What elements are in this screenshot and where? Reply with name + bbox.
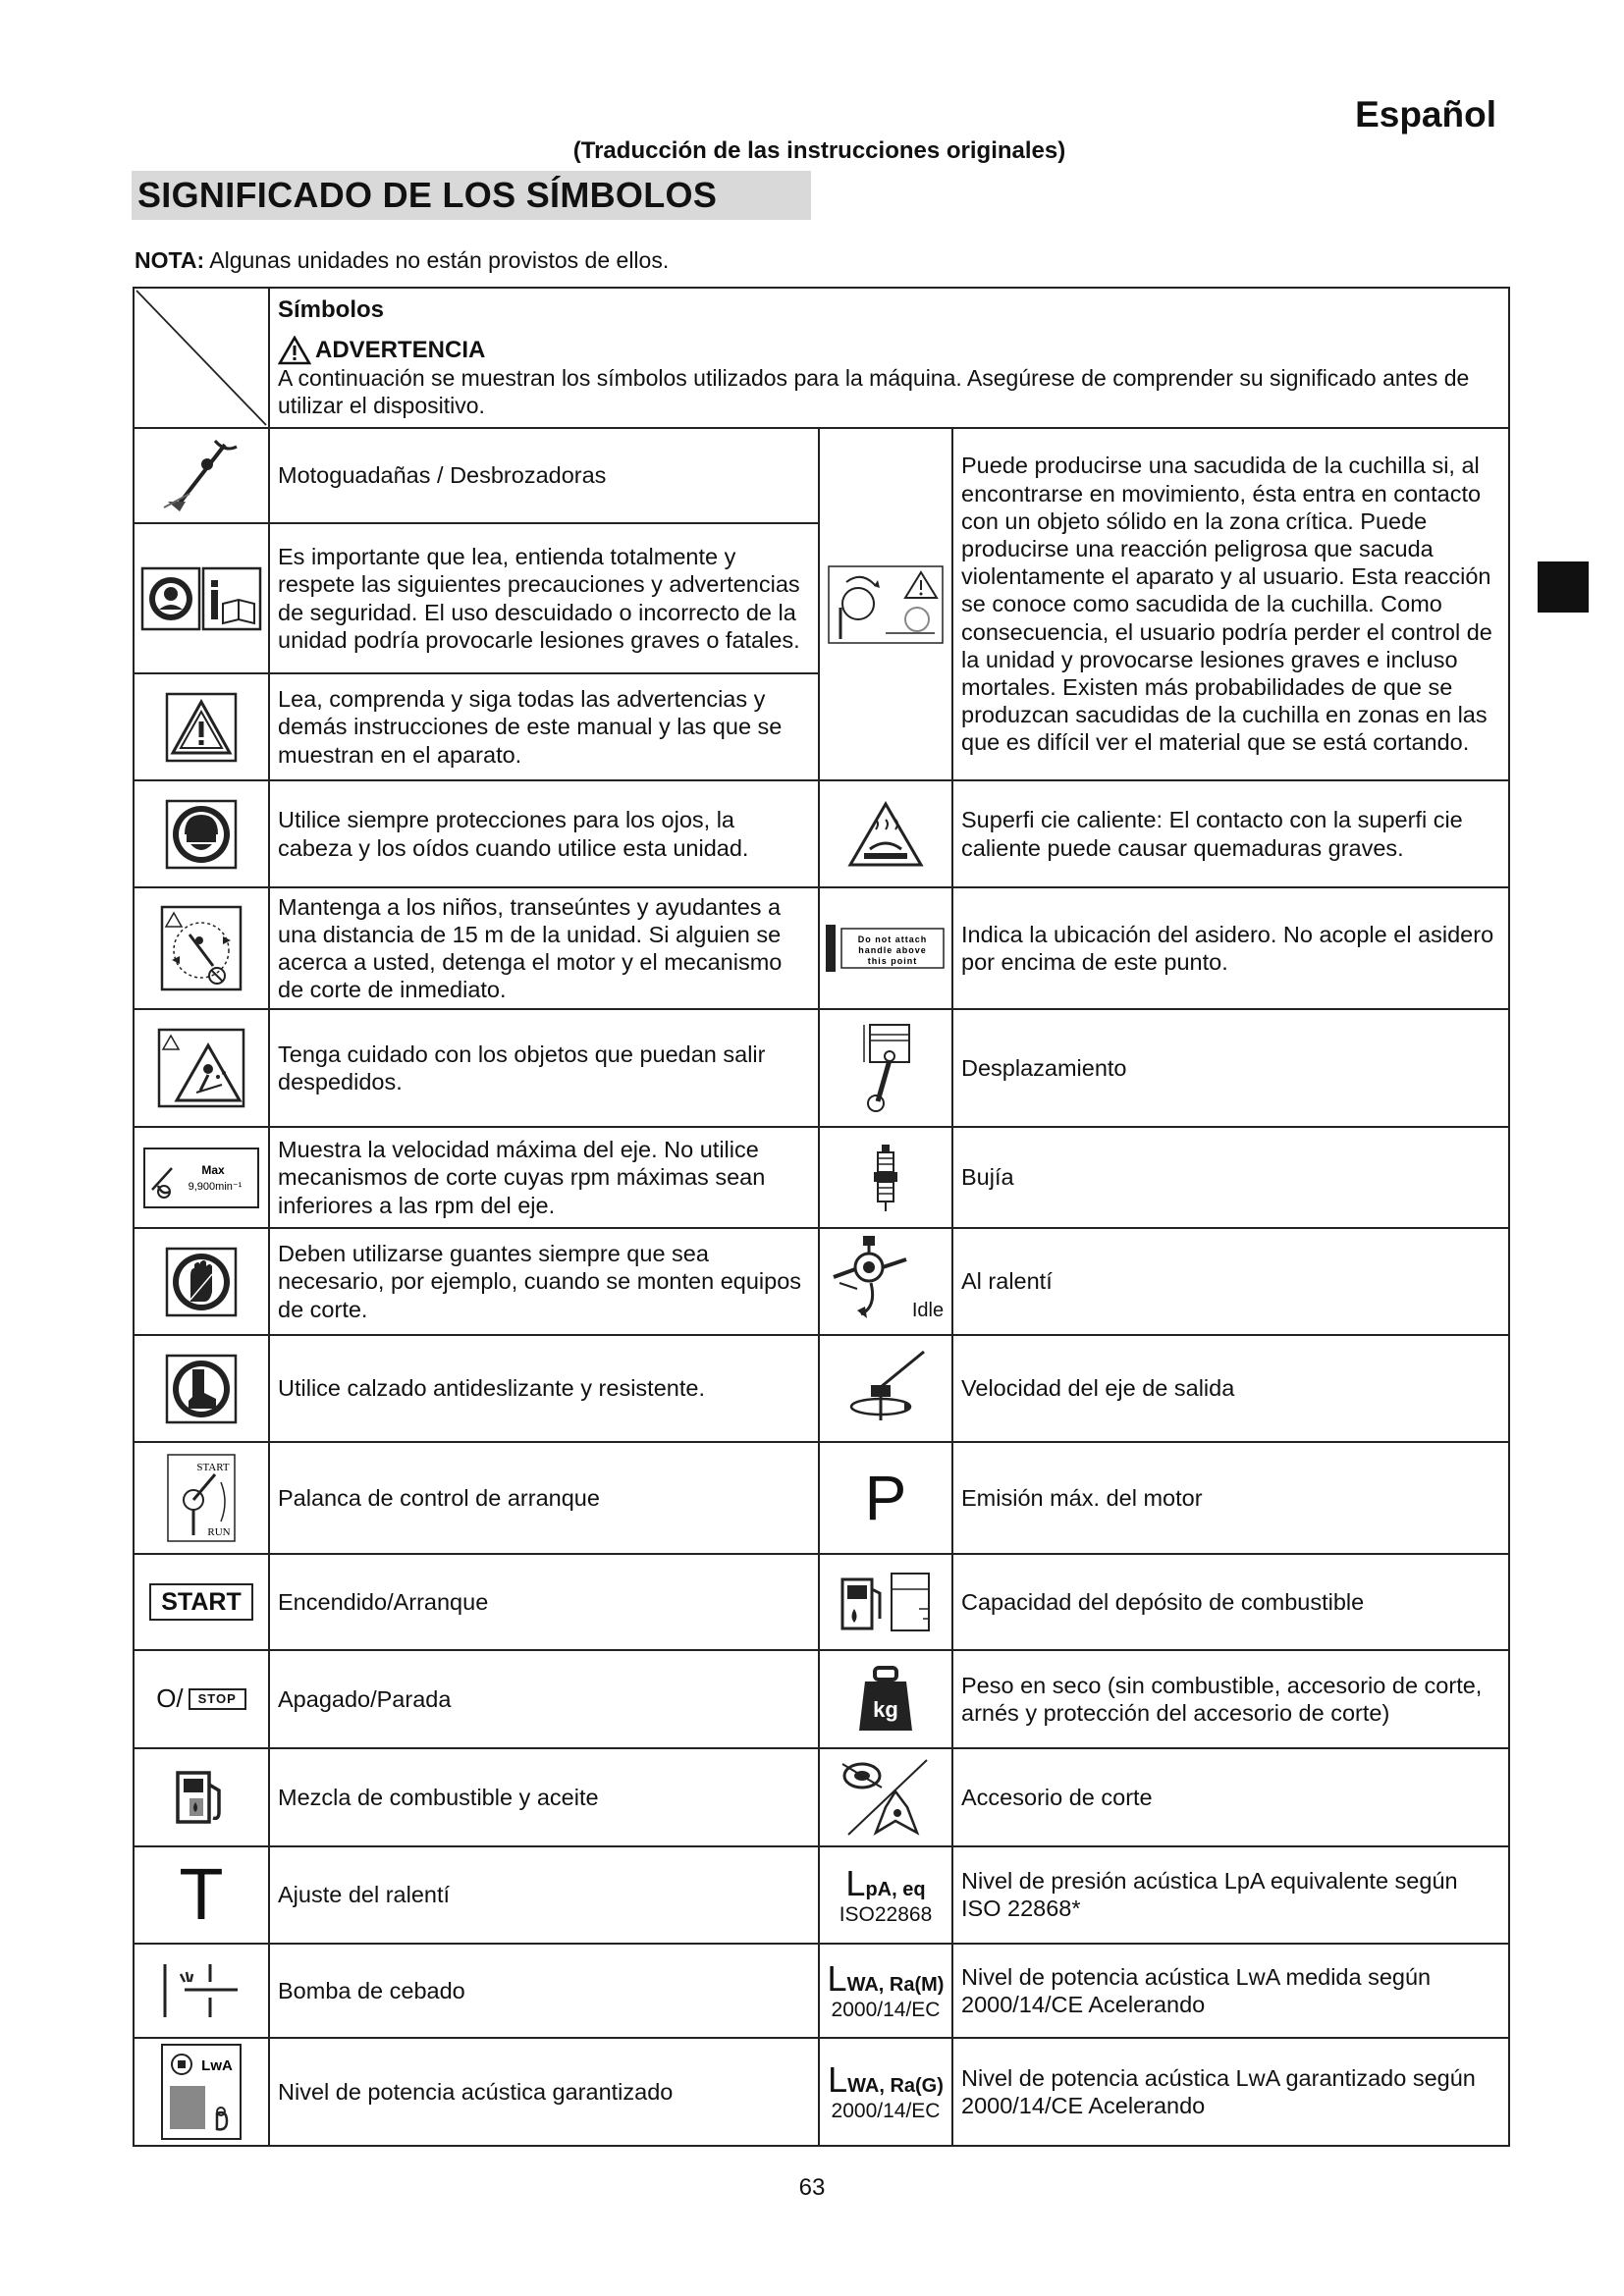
lwa-guaranteed-icon xyxy=(824,2060,947,2122)
fuel-tank-text: Capacidad del depósito de combustible xyxy=(952,1554,1509,1650)
thrown-objects-text: Tenga cuidado con los objetos que puedan salir despedidos. xyxy=(269,1009,819,1127)
idle-text: Al ralentí xyxy=(952,1228,1509,1335)
kickback-text: Puede producirse una sacudida de la cuchilla si, al encontrarse en movimiento, ésta entra en contacto con un objeto sólido en la zona crítica. Puede producirse una reacción peligrosa que sacuda violentamente el aparato y al usuario. Esta reacción se conoce como sacudida de la cuchilla. Como consecuencia, el usuario podría perder el control de la unidad y provocarse lesiones graves e incluso mortales. Existen más probabilidades de que se produzcan sacudidas de la cuchilla en zonas en las que es difícil ver el material que se está cortando. xyxy=(952,428,1509,780)
table-row xyxy=(134,780,1509,887)
table-row xyxy=(134,1554,1509,1650)
sound-power-icon xyxy=(160,2043,243,2141)
kickback-icon-cell xyxy=(819,428,952,780)
document-subtitle: (Traducción de las instrucciones originales) xyxy=(572,137,1066,164)
weight-label: kg xyxy=(873,1697,898,1722)
table-row xyxy=(134,2038,1509,2146)
displacement-icon-cell xyxy=(819,1009,952,1127)
table-row xyxy=(134,1228,1509,1335)
max-speed-icon xyxy=(142,1147,260,1209)
diagonal-line-icon xyxy=(135,289,268,427)
handle-location-icon-cell xyxy=(819,887,952,1009)
fuel-mix-icon-cell xyxy=(134,1748,269,1846)
weight-text: Peso en seco (sin combustible, accesorio de corte, arnés y protección del accesorio de corte) xyxy=(952,1650,1509,1748)
brushcutter-icon xyxy=(160,437,243,515)
kickback-icon xyxy=(827,564,945,645)
svg-text:handle above: handle above xyxy=(858,945,927,955)
gloves-text: Deben utilizarse guantes siempre que sea necesario, por ejemplo, cuando se monten equipos de corte. xyxy=(269,1228,819,1335)
lwa-measured-symbol-standard: 2000/14/EC xyxy=(831,1999,941,2022)
note xyxy=(135,247,669,274)
table-row xyxy=(134,1650,1509,1748)
idle-adjust-text: Ajuste del ralentí xyxy=(269,1846,819,1944)
header-content-cell xyxy=(269,288,1509,428)
read-manual-text: Es importante que lea, entienda totalmente y respete las siguientes precauciones y advertencias de seguridad. El uso descuidado o incorrecto de la unidad podría provocarle lesiones graves o fatales. xyxy=(269,523,819,673)
keep-distance-icon-cell xyxy=(134,887,269,1009)
warning-text: A continuación se muestran los símbolos utilizados para la máquina. Asegúrese de comprender su significado antes de utilizar el dispositivo. xyxy=(278,365,1470,418)
table-row xyxy=(134,887,1509,1009)
lpa-symbol-standard: ISO22868 xyxy=(839,1902,933,1926)
cutting-attachment-text: Accesorio de corte xyxy=(952,1748,1509,1846)
idle-icon-cell xyxy=(819,1228,952,1335)
table-row xyxy=(134,1846,1509,1944)
keep-distance-text: Mantenga a los niños, transeúntes y ayudantes a una distancia de 15 m de la unidad. Si alguien se acerca a usted, detenga el motor y el mecanismo de corte de inmediato. xyxy=(269,887,819,1009)
lpa-text: Nivel de presión acústica LpA equivalente según ISO 22868* xyxy=(952,1846,1509,1944)
table-row xyxy=(134,1748,1509,1846)
read-manual-icon xyxy=(140,564,262,633)
output-shaft-speed-text: Velocidad del eje de salida xyxy=(952,1335,1509,1442)
lwa-guaranteed-symbol-main: L xyxy=(828,2059,848,2101)
warning-heading xyxy=(278,336,1500,365)
cutting-attachment-icon-cell xyxy=(819,1748,952,1846)
start-lever-icon xyxy=(166,1453,237,1543)
page-number: 63 xyxy=(798,2174,826,2201)
sound-power-icon-cell xyxy=(134,2038,269,2146)
lpa-symbol-sub: pA, eq xyxy=(865,1879,926,1901)
table-row xyxy=(134,428,1509,523)
table-row xyxy=(134,1335,1509,1442)
boots-icon xyxy=(165,1354,238,1424)
max-power-text: Emisión máx. del motor xyxy=(952,1442,1509,1554)
idle-symbol xyxy=(828,1234,944,1322)
read-instructions-text: Lea, comprenda y siga todas las advertencias y demás instrucciones de este manual y las que se muestran en el aparato. xyxy=(269,673,819,780)
header-diagonal-cell xyxy=(134,288,269,428)
weight-icon-cell xyxy=(819,1650,952,1748)
svg-text:this point: this point xyxy=(867,956,918,966)
max-power-icon-cell xyxy=(819,1442,952,1554)
lpa-icon-cell xyxy=(819,1846,952,1944)
primer-pump-text: Bomba de cebado xyxy=(269,1944,819,2038)
lwa-guaranteed-symbol-standard: 2000/14/EC xyxy=(831,2100,941,2123)
spark-plug-icon xyxy=(869,1143,902,1213)
handle-location-icon xyxy=(824,921,947,976)
table-row xyxy=(134,1009,1509,1127)
start-lever-start-label: START xyxy=(196,1462,230,1473)
lwa-guaranteed-text: Nivel de potencia acústica LwA garantizado según 2000/14/CE Acelerando xyxy=(952,2038,1509,2146)
hot-surface-text: Superfi cie caliente: El contacto con la superfi cie caliente puede causar quemaduras graves. xyxy=(952,780,1509,887)
head-protection-text: Utilice siempre protecciones para los ojos, la cabeza y los oídos cuando utilice esta unidad. xyxy=(269,780,819,887)
table-header-row xyxy=(134,288,1509,428)
lwa-measured-symbol-sub: WA, Ra(M) xyxy=(846,1974,945,1997)
spark-plug-icon-cell xyxy=(819,1127,952,1228)
section-title: SIGNIFICADO DE LOS SÍMBOLOS xyxy=(132,171,811,220)
fuel-tank-icon xyxy=(839,1570,933,1634)
stop-text: Apagado/Parada xyxy=(269,1650,819,1748)
output-shaft-speed-icon xyxy=(841,1348,930,1430)
stop-off-symbol: O/ xyxy=(156,1683,184,1714)
note-text: Algunas unidades no están provistos de ellos. xyxy=(204,247,670,273)
gloves-icon-cell xyxy=(134,1228,269,1335)
start-label-icon-cell xyxy=(134,1554,269,1650)
brushcutter-text: Motoguadañas / Desbrozadoras xyxy=(269,428,819,523)
start-lever-text: Palanca de control de arranque xyxy=(269,1442,819,1554)
chapter-tab-marker xyxy=(1538,561,1589,613)
spark-plug-text: Bujía xyxy=(952,1127,1509,1228)
keep-distance-icon xyxy=(160,905,243,991)
warning-triangle-icon xyxy=(165,692,238,763)
handle-location-text: Indica la ubicación del asidero. No acople el asidero por encima de este punto. xyxy=(952,887,1509,1009)
idle-label: Idle xyxy=(911,1300,945,1322)
displacement-icon xyxy=(856,1021,915,1115)
read-manual-icon-cell xyxy=(134,523,269,673)
max-speed-icon-cell xyxy=(134,1127,269,1228)
lwa-measured-text: Nivel de potencia acústica LwA medida según 2000/14/CE Acelerando xyxy=(952,1944,1509,2038)
table-row xyxy=(134,1127,1509,1228)
start-lever-icon-cell xyxy=(134,1442,269,1554)
lwa-measured-icon xyxy=(824,1959,947,2021)
svg-text:Do not attach: Do not attach xyxy=(857,934,928,944)
symbols-table xyxy=(133,287,1510,2147)
lwa-guaranteed-symbol-sub: WA, Ra(G) xyxy=(847,2075,944,2098)
idle-adjust-icon: T xyxy=(179,1853,224,1935)
lpa-symbol-main: L xyxy=(845,1863,866,1904)
boots-text: Utilice calzado antideslizante y resistente. xyxy=(269,1335,819,1442)
max-power-symbol: P xyxy=(864,1462,907,1533)
lwa-measured-icon-cell xyxy=(819,1944,952,2038)
start-lever-run-label: RUN xyxy=(207,1526,231,1538)
weight-icon xyxy=(855,1664,916,1735)
primer-pump-icon xyxy=(159,1958,244,2023)
table-row xyxy=(134,1944,1509,2038)
lpa-icon xyxy=(824,1864,947,1926)
gloves-icon xyxy=(165,1247,238,1317)
fuel-tank-icon-cell xyxy=(819,1554,952,1650)
stop-icon xyxy=(156,1683,246,1714)
note-label: NOTA: xyxy=(135,247,205,273)
hot-surface-icon xyxy=(846,800,925,869)
fuel-mix-text: Mezcla de combustible y aceite xyxy=(269,1748,819,1846)
output-shaft-speed-icon-cell xyxy=(819,1335,952,1442)
language-label: Español xyxy=(1355,94,1496,134)
start-label-icon: START xyxy=(149,1583,252,1621)
primer-pump-icon-cell xyxy=(134,1944,269,2038)
stop-label: STOP xyxy=(189,1688,246,1710)
sound-power-text: Nivel de potencia acústica garantizado xyxy=(269,2038,819,2146)
head-protection-icon-cell xyxy=(134,780,269,887)
sound-power-label: LwA xyxy=(201,2056,233,2074)
fuel-mix-icon xyxy=(174,1769,229,1826)
displacement-text: Desplazamiento xyxy=(952,1009,1509,1127)
symbols-title: Símbolos xyxy=(278,295,385,323)
idle-adjust-icon-cell xyxy=(134,1846,269,1944)
lwa-guaranteed-icon-cell xyxy=(819,2038,952,2146)
max-speed-label: Max xyxy=(201,1162,225,1177)
thrown-objects-icon-cell xyxy=(134,1009,269,1127)
table-row xyxy=(134,1442,1509,1554)
max-speed-text: Muestra la velocidad máxima del eje. No utilice mecanismos de corte cuyas rpm máximas sean inferiores a las rpm del eje. xyxy=(269,1127,819,1228)
head-protection-icon xyxy=(165,799,238,870)
stop-icon-cell xyxy=(134,1650,269,1748)
lwa-measured-symbol-main: L xyxy=(827,1958,847,2000)
thrown-objects-icon xyxy=(157,1028,245,1108)
warning-label: ADVERTENCIA xyxy=(315,336,486,363)
warning-triangle-icon xyxy=(278,336,311,365)
max-speed-value: 9,900min⁻¹ xyxy=(188,1180,243,1193)
idle-icon xyxy=(828,1234,910,1322)
warning-icon-cell xyxy=(134,673,269,780)
start-label-text: Encendido/Arranque xyxy=(269,1554,819,1650)
brushcutter-icon-cell xyxy=(134,428,269,523)
cutting-attachment-icon xyxy=(839,1756,933,1839)
hot-surface-icon-cell xyxy=(819,780,952,887)
boots-icon-cell xyxy=(134,1335,269,1442)
